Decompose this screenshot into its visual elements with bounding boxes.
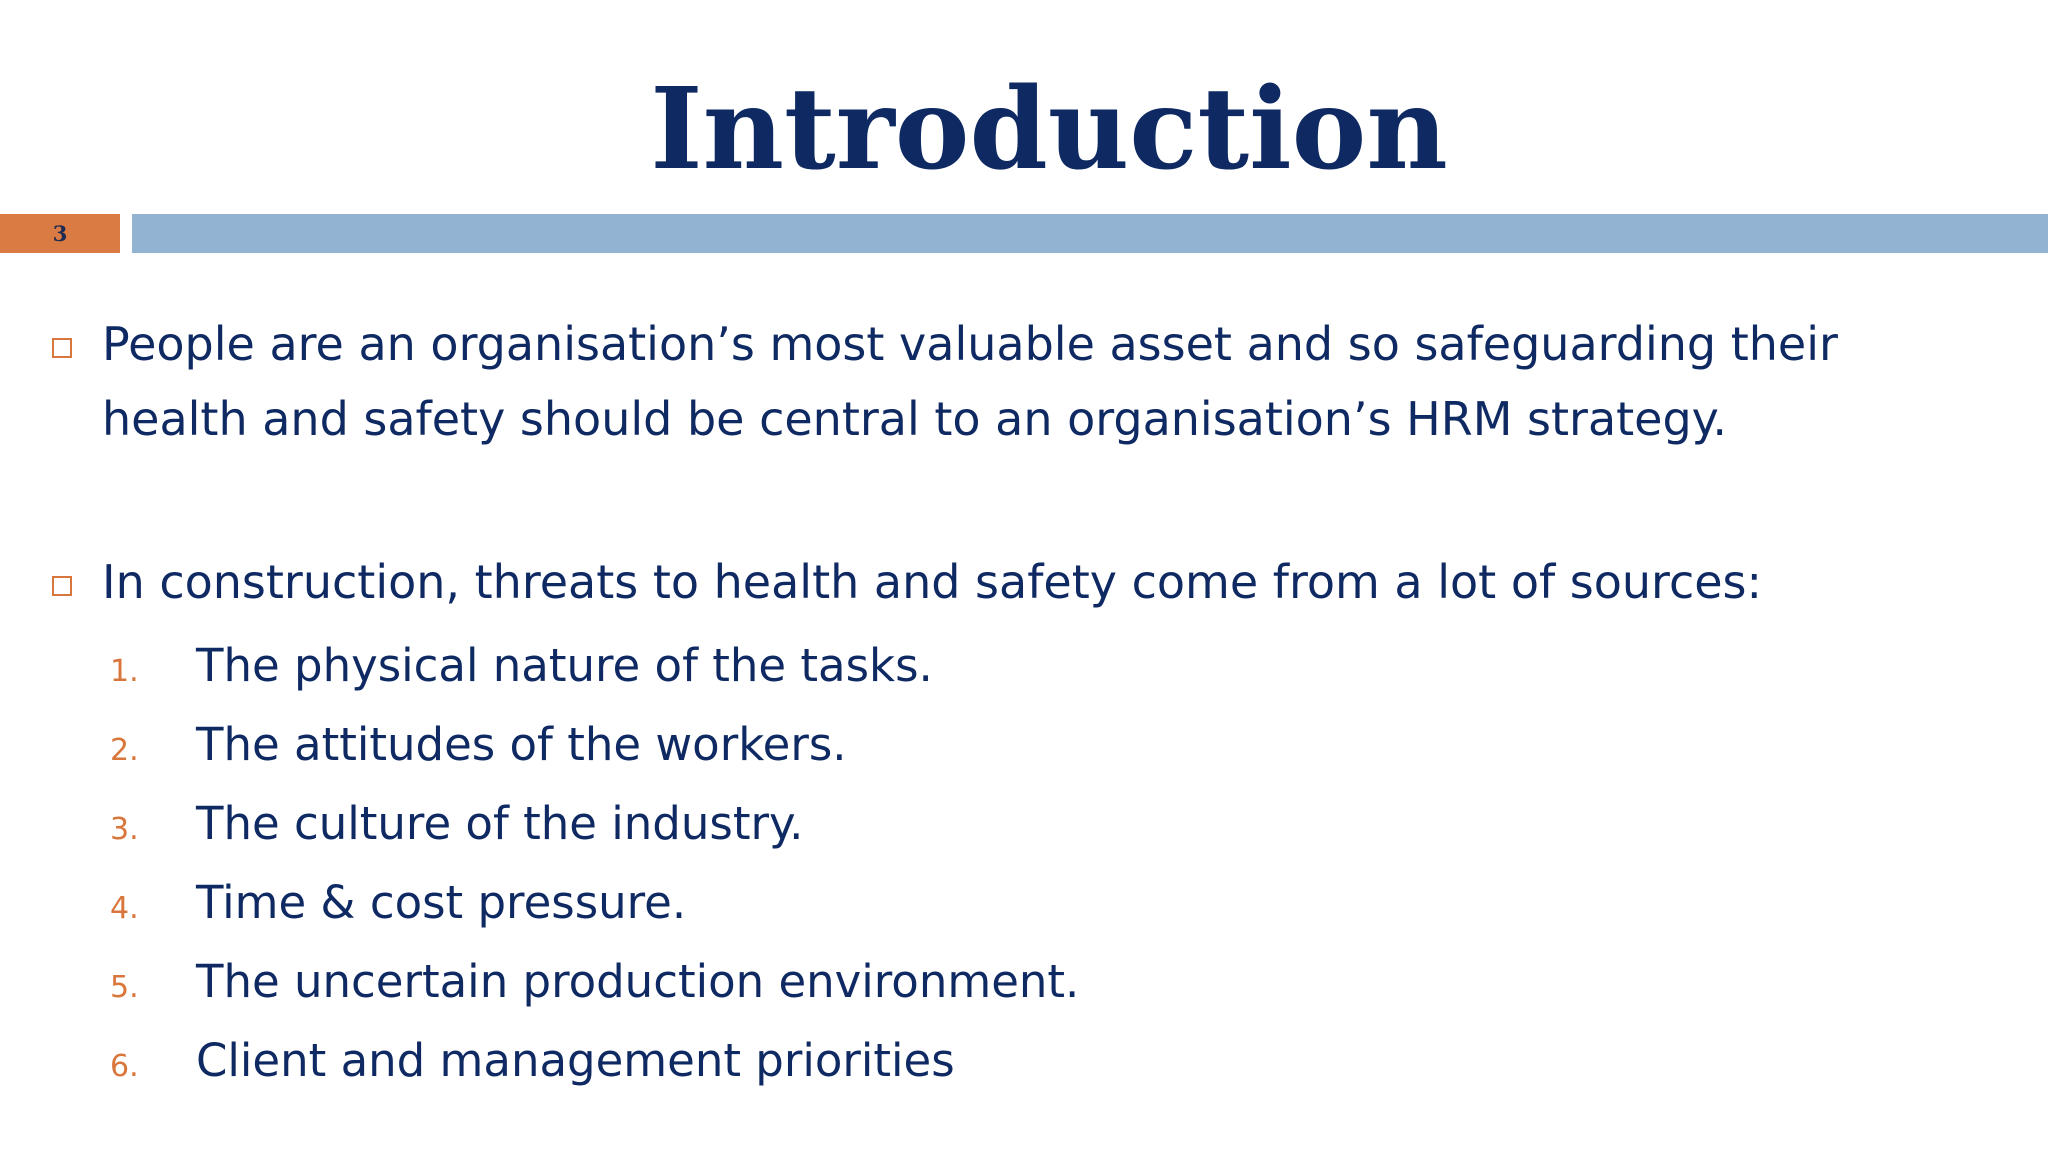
list-number: 6. (110, 1049, 139, 1084)
list-item-text: Time & cost pressure. (196, 876, 687, 929)
numbered-list-item (110, 705, 1910, 784)
list-item-text: The physical nature of the tasks. (196, 639, 933, 692)
numbered-list-item (110, 863, 1910, 942)
list-item-text: Client and management priorities (196, 1034, 955, 1087)
square-bullet-icon (52, 338, 72, 358)
list-number: 5. (110, 970, 139, 1005)
list-number: 3. (110, 812, 139, 847)
numbered-list-item (110, 942, 1910, 1021)
list-item-text: The uncertain production environment. (196, 955, 1080, 1008)
square-bullet-icon (52, 576, 72, 596)
list-number: 4. (110, 891, 139, 926)
bullet-text: In construction, threats to health and safety come from a lot of sources: (102, 555, 1762, 609)
list-number: 2. (110, 733, 139, 768)
numbered-list-item (110, 1021, 1910, 1100)
bullet-text: People are an organisation’s most valuable asset and so safeguarding their health and safety should be central to an organisation’s HRM strategy. (102, 317, 1838, 446)
list-number: 1. (110, 654, 139, 689)
numbered-list-item (110, 626, 1910, 705)
list-item-text: The attitudes of the workers. (196, 718, 847, 771)
numbered-list-item (110, 784, 1910, 863)
page-number: 3 (52, 221, 68, 246)
list-item-text: The culture of the industry. (196, 797, 804, 850)
slide-title: Introduction (650, 64, 1448, 195)
